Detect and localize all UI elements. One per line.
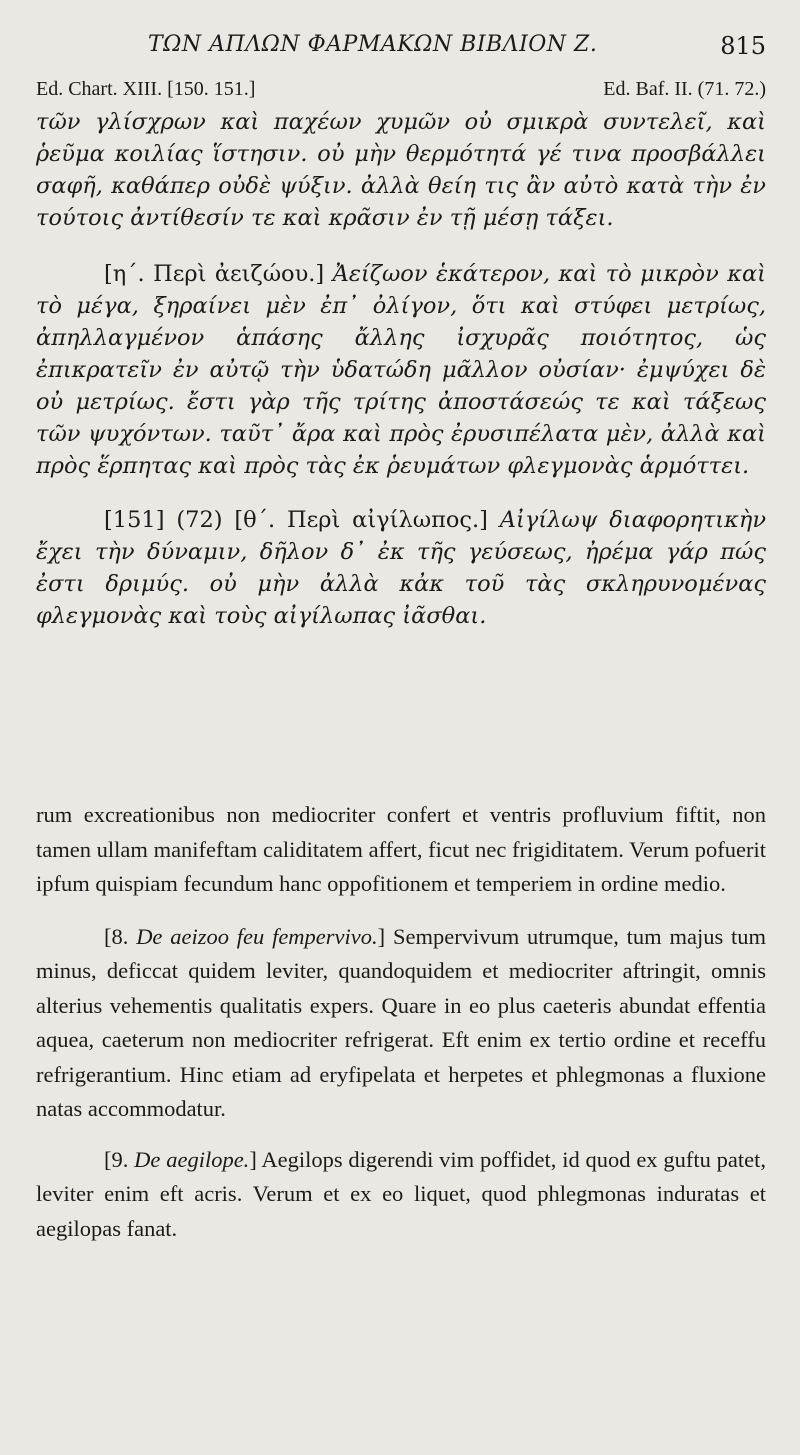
running-title: ΤΩΝ ΑΠΛΩΝ ΦΑΡΜΑΚΩΝ ΒΙΒΛΙΟΝ Ζ. bbox=[148, 32, 598, 57]
latin-section-8-close: ] bbox=[377, 923, 386, 949]
greek-paragraph-3 bbox=[36, 504, 766, 632]
latin-section-9-title: De aegilope. bbox=[134, 1146, 250, 1172]
latin-section-8-text: Sempervivum utrumque, tum majus tum minus, deficcat quidem leviter, quandoquidem et mediocriter aftringit, omnis alterius vehementis qualitatis expers. Quare in eo plus caeteris abundat effentia aquea, caeterum non mediocriter refrigerat. Eft enim ex tertio ordine et receffu refrigerantium. Hinc etiam ad eryfipelata et herpetes et phlegmonas a fluxione natas accommodatur. bbox=[36, 923, 767, 1121]
greek-text-block bbox=[36, 106, 766, 632]
latin-text-block bbox=[36, 798, 766, 1246]
greek-section-9-text: Αἰγίλωψ διαφορητικὴν ἔχει τὴν δύναμιν, δῆλον δ᾿ ἐκ τῆς γεύσεως, ἠρέμα γάρ πώς ἐστι δριμύς. οὐ μὴν ἀλλὰ κἀκ τοῦ τὰς σκληρυνομένας φλεγμονὰς καὶ τοὺς αἰγίλωπας ἰᾶσθαι. bbox=[36, 507, 766, 629]
latin-section-9-text: Aegilops digerendi vim poffidet, id quod ex guftu patet, leviter enim eft acris. Verum et ex eo liquet, quod phlegmonas induratas et aegilopas fanat. bbox=[36, 1146, 766, 1241]
latin-section-8-title: De aeizoo feu fempervivo. bbox=[136, 923, 378, 949]
greek-section-9-heading: [θ΄. Περὶ αἰγίλωπος.] bbox=[234, 507, 488, 533]
edition-basel-ref: Ed. Baf. II. (71. 72.) bbox=[603, 78, 766, 100]
latin-section-8-number: [8. bbox=[104, 923, 129, 949]
greek-paragraph-1: τῶν γλίσχρων καὶ παχέων χυμῶν οὐ σμικρὰ συντελεῖ, καὶ ῥεῦμα κοιλίας ἵστησιν. οὐ μὴν θερμότητά γέ τινα προσβάλλει σαφῆ, καθάπερ οὐδὲ ψύξιν. ἀλλὰ θείη τις ἂν αὐτὸ κατὰ τὴν ἐν τούτοις ἀντίθεσίν τε καὶ κρᾶσιν ἐν τῇ μέσῃ τάξει. bbox=[36, 109, 766, 231]
page-number: 815 bbox=[720, 32, 766, 60]
edition-reference-line bbox=[36, 78, 766, 108]
latin-paragraph-2 bbox=[36, 920, 766, 1127]
latin-paragraph-1: rum excreationibus non mediocriter confert et ventris profluvium fiftit, non tamen ullam manifeftam caliditatem affert, ficut nec frigiditatem. Verum pofuerit ipfum quispiam fecundum hanc oppofitionem et temperiem in ordine medio. bbox=[36, 802, 766, 896]
running-head bbox=[36, 30, 766, 64]
latin-section-9-close: ] bbox=[249, 1146, 257, 1172]
greek-section-8-text: Ἀείζωον ἑκάτερον, καὶ τὸ μικρὸν καὶ τὸ μέγα, ξηραίνει μὲν ἐπ᾿ ὀλίγον, ὅτι καὶ στύφει μετρίως, ἀπηλλαγμένον ἁπάσης ἄλλης ἰσχυρᾶς ποιότητος, ὡς ἐπικρατεῖν ἐν αὐτῷ τὴν ὑδατώδη μᾶλλον οὐσίαν· ἐμψύχει δὲ οὐ μετρίως. ἔστι γὰρ τῆς τρίτης ἀποστάσεώς τε καὶ τάξεως τῶν ψυχόντων. ταῦτ᾿ ἄρα καὶ πρὸς ἐρυσιπέλατα μὲν, ἀλλὰ καὶ πρὸς ἕρπητας καὶ πρὸς τὰς ἐκ ῥευμάτων φλεγμονὰς ἁρμόττει. bbox=[36, 261, 766, 479]
greek-page-refs: [151] (72) bbox=[104, 507, 223, 533]
latin-paragraph-3 bbox=[36, 1143, 766, 1247]
edition-chartier-ref: Ed. Chart. XIII. [150. 151.] bbox=[36, 78, 256, 100]
greek-section-8-heading: [η΄. Περὶ ἀειζώου.] bbox=[104, 261, 325, 287]
latin-section-9-number: [9. bbox=[104, 1146, 129, 1172]
greek-paragraph-2 bbox=[36, 258, 766, 482]
